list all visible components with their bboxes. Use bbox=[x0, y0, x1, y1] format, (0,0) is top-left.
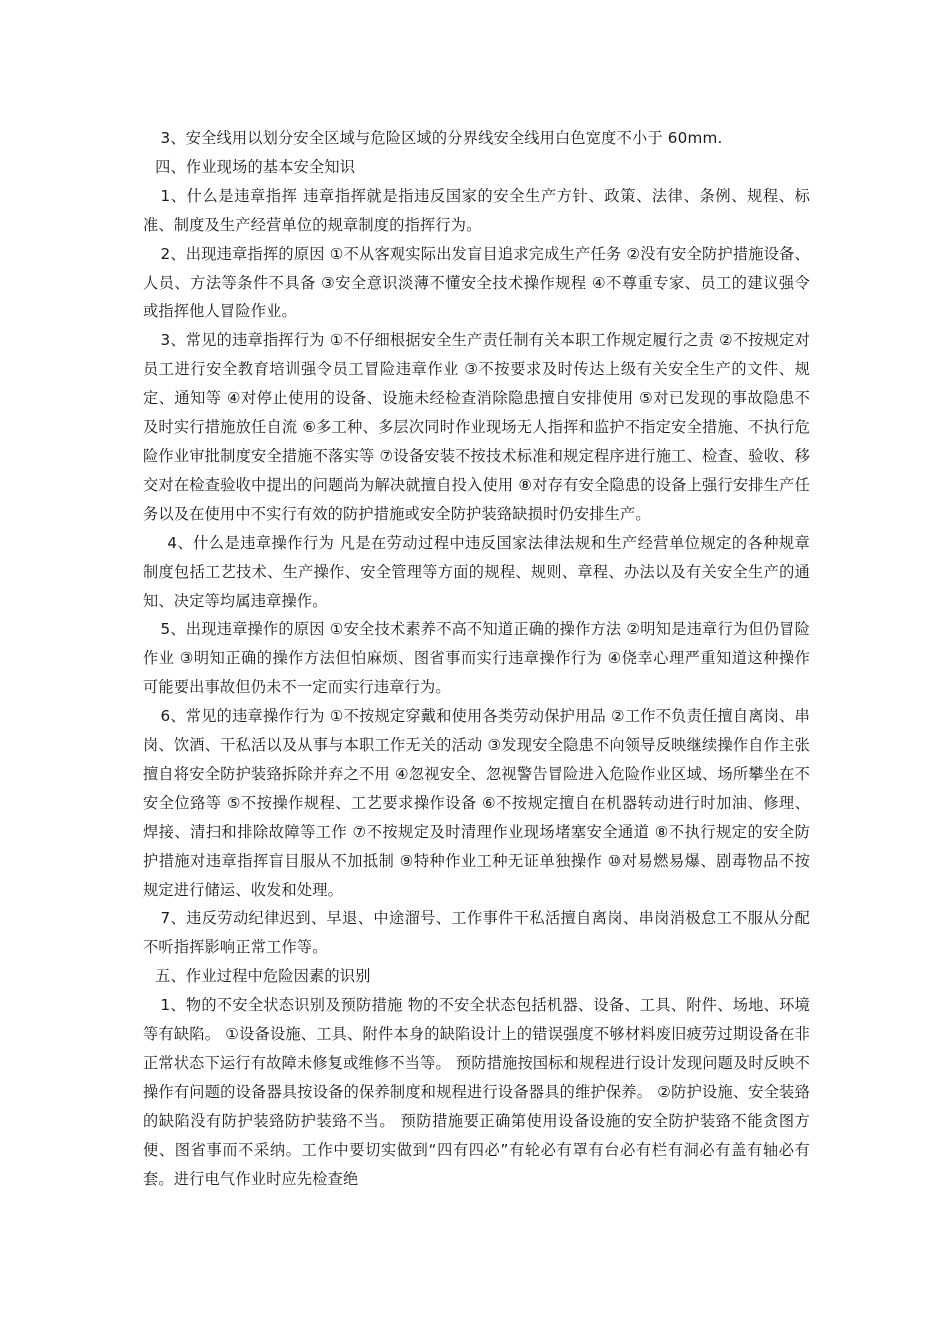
document-body bbox=[143, 124, 810, 1194]
paragraph-safety-line: 3、安全线用以划分安全区域与危险区域的分界线安全线用白色宽度不小于 60mm. bbox=[160, 129, 723, 147]
paragraph-illegal-command-causes: 2、出现违章指挥的原因 ①不从客观实际出发盲目追求完成生产任务 ②没有安全防护措施设备、人员、方法等条件不具备 ③安全意识淡薄不懂安全技术操作规程 ④不尊重专家、员工的建议强令或指挥他人冒险作业。 bbox=[143, 244, 810, 321]
section-heading-basic-safety-knowledge: 四、作业现场的基本安全知识 bbox=[155, 157, 356, 176]
paragraph-labor-discipline: 7、违反劳动纪律迟到、早退、中途溜号、工作事件干私活擅自离岗、串岗消极怠工不服从分配不听指挥影响正常工作等。 bbox=[143, 909, 810, 957]
section-heading-hazard-identification: 五、作业过程中危险因素的识别 bbox=[155, 967, 371, 986]
paragraph-unsafe-object-state: 1、物的不安全状态识别及预防措施 物的不安全状态包括机器、设备、工具、附件、场地、环境等有缺陷。 ①设备设施、工具、附件本身的缺陷设计上的错误强度不够材料废旧疲劳过期设备在非正常状态下运行有故障未修复或维修不当等。 预防措施按国标和规程进行设计发现问题及时反映不操作有问题的设备器具按设备的保养制度和规程进行设备器具的维护保养。 ②防护设施、安全装臵的缺陷没有防护装臵防护装臵不当。 预防措施要正确第使用设备设施的安全防护装臵不能贪图方便、图省事而不采纳。工作中要切实做到“四有四必”有轮必有罩有台必有栏有洞必有盖有轴必有套。进行电气作业时应先检查绝 bbox=[143, 996, 810, 1188]
paragraph-common-illegal-command: 3、常见的违章指挥行为 ①不仔细根据安全生产责任制有关本职工作规定履行之责 ②不按规定对员工进行安全教育培训强令员工冒险违章作业 ③不按要求及时传达上级有关安全生产的文件、规定、通知等 ④对停止使用的设备、设施未经检查消除隐患擅自安排使用 ⑤对已发现的事故隐患不及时实行措施放任自流 ⑥多工种、多层次同时作业现场无人指挥和监护不指定安全措施、不执行危险作业审批制度安全措施不落实等 ⑦设备安装不按技术标准和规定程序进行施工、检查、验收、移交对在检查验收中提出的问题尚为解决就擅自投入使用 ⑧对存有安全隐患的设备上强行安排生产任务以及在使用中不实行有效的防护措施或安全防护装臵缺损时仍安排生产。 bbox=[143, 331, 810, 523]
paragraph-common-illegal-operation: 6、常见的违章操作行为 ①不按规定穿戴和使用各类劳动保护用品 ②工作不负责任擅自离岗、串岗、饮酒、干私活以及从事与本职工作无关的活动 ③发现安全隐患不向领导反映继续操作自作主张擅自将安全防护装臵拆除并弃之不用 ④忽视安全、忽视警告冒险进入危险作业区域、场所攀坐在不安全位臵等 ⑤不按操作规程、工艺要求操作设备 ⑥不按规定擅自在机器转动进行时加油、修理、焊接、清扫和排除故障等工作 ⑦不按规定及时清理作业现场堵塞安全通道 ⑧不执行规定的安全防护措施对违章指挥盲目服从不加抵制 ⑨特种作业工种无证单独操作 ⑩对易燃易爆、剧毒物品不按规定进行储运、收发和处理。 bbox=[143, 707, 810, 899]
paragraph-illegal-operation-causes: 5、出现违章操作的原因 ①安全技术素养不高不知道正确的操作方法 ②明知是违章行为但仍冒险作业 ③明知正确的操作方法但怕麻烦、图省事而实行违章操作行为 ④侥幸心理严重知道这种操作可能要出事故但仍未不一定而实行违章行为。 bbox=[143, 620, 810, 697]
paragraph-illegal-operation-definition: 4、什么是违章操作行为 凡是在劳动过程中违反国家法律法规和生产经营单位规定的各种规章制度包括工艺技术、生产操作、安全管理等方面的规程、规则、章程、办法以及有关安全生产的通知、决定等均属违章操作。 bbox=[143, 533, 810, 610]
paragraph-illegal-command-definition: 1、什么是违章指挥 违章指挥就是指违反国家的安全生产方针、政策、法律、条例、规程、标准、制度及生产经营单位的规章制度的指挥行为。 bbox=[143, 186, 810, 234]
